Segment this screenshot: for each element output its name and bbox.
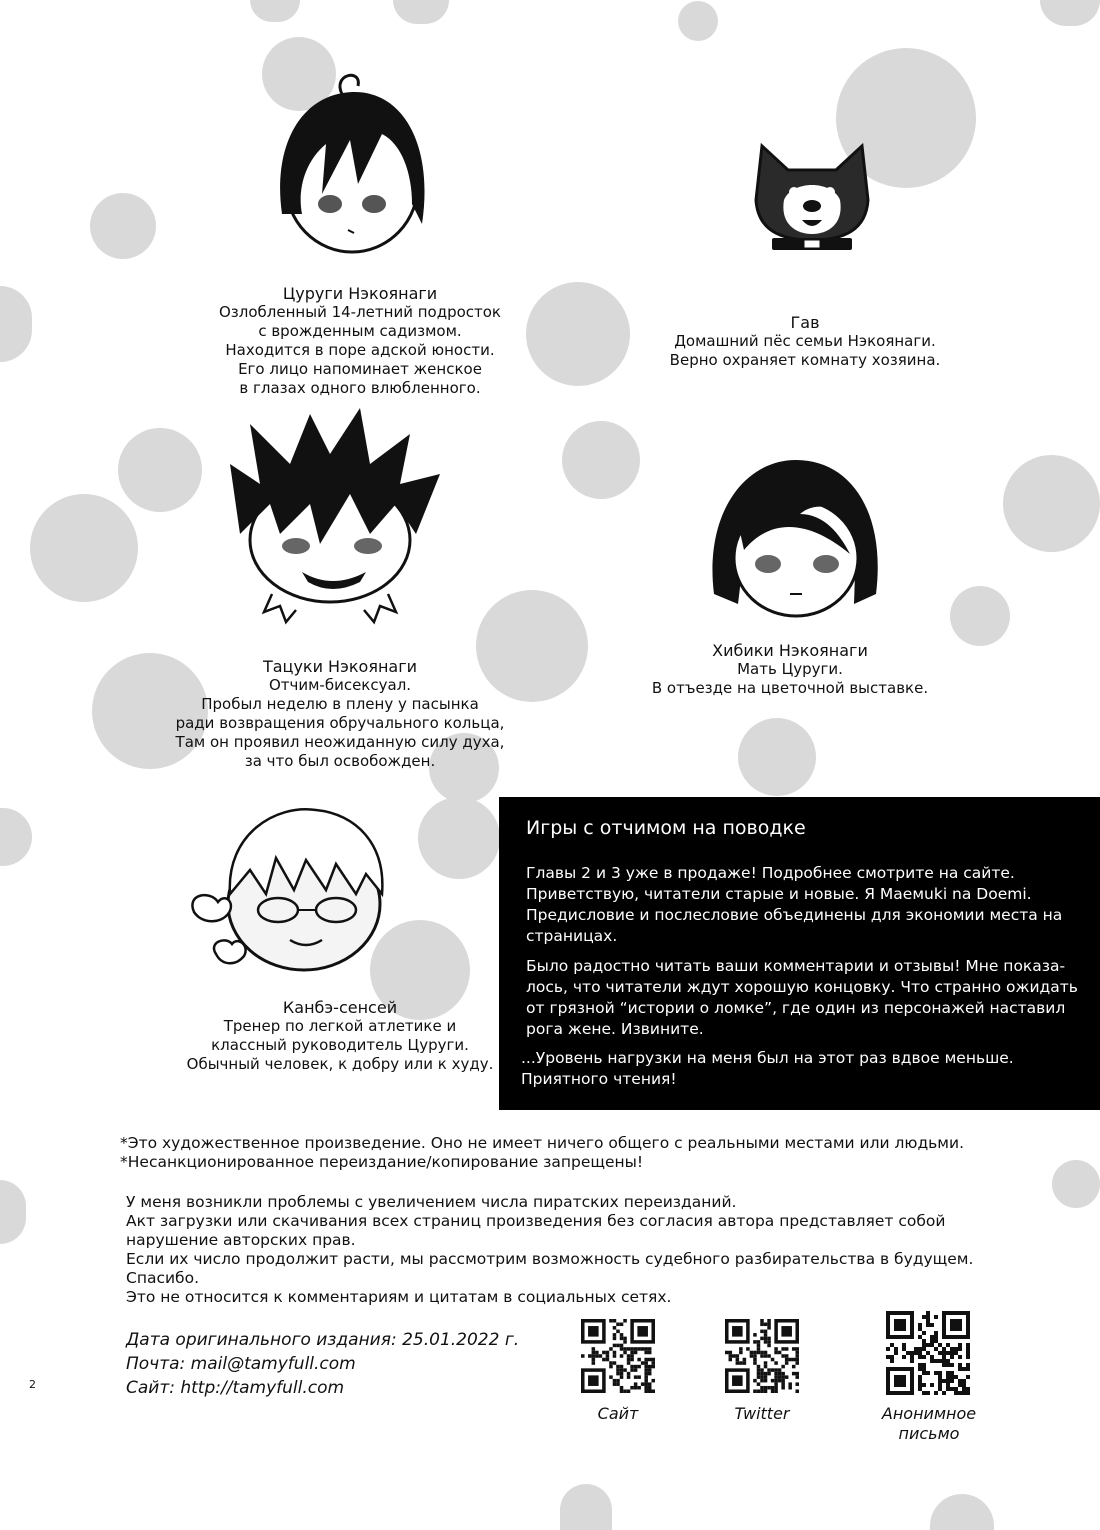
afterword-line: Предисловие и послесловие объединены для экономии места на — [526, 906, 1063, 924]
tsurugi-portrait — [262, 64, 438, 264]
disclaimer-line: *Это художественное произведение. Оно не имеет ничего общего с реальными местами или людьми. — [120, 1134, 964, 1152]
contact-mail[interactable]: Почта: mail@tamyfull.com — [126, 1354, 356, 1374]
afterword-line: Главы 2 и 3 уже в продаже! Подробнее смотрите на сайте. — [526, 864, 1015, 882]
disclaimer-line: *Несанкционированное переиздание/копирование запрещены! — [120, 1153, 644, 1171]
afterword-title: Игры с отчимом на поводке — [526, 817, 806, 839]
afterword-line: от грязной “истории о ломке”, где один из персонажей наставил — [526, 999, 1066, 1017]
afterword-line: ...Уровень нагрузки на меня был на этот раз вдвое меньше. — [521, 1049, 1014, 1067]
polka-dot — [738, 718, 816, 796]
character-desc-line: Его лицо напоминает женское — [238, 360, 482, 378]
polka-dot — [250, 0, 300, 22]
polka-dot — [930, 1494, 994, 1530]
afterword-line: Приятного чтения! — [521, 1070, 677, 1088]
piracy-notice — [126, 1193, 973, 1307]
afterword-line: лось, что читатели ждут хорошую концовку. Что странно ожидать — [526, 978, 1078, 996]
character-desc-line: в глазах одного влюбленного. — [239, 379, 481, 397]
afterword-line: Было радостно читать ваши комментарии и отзывы! Мне показа- — [526, 957, 1066, 975]
contact-site[interactable]: Сайт: http://tamyfull.com — [126, 1378, 345, 1398]
character-desc-line: с врожденным садизмом. — [258, 322, 462, 340]
character-desc-line: Тренер по легкой атлетике и — [223, 1017, 457, 1035]
polka-dot — [1040, 0, 1100, 26]
polka-dot — [0, 1180, 26, 1244]
polka-dot — [950, 586, 1010, 646]
character-desc-line: ради возвращения обручального кольца, — [175, 714, 505, 732]
disclaimer-block — [120, 1134, 964, 1172]
polka-dot — [678, 1, 718, 41]
character-desc-line: Мать Цуруги. — [737, 660, 843, 678]
notice-line: У меня возникли проблемы с увеличением числа пиратских переизданий. — [126, 1193, 737, 1211]
character-desc-line: Домашний пёс семьи Нэкоянаги. — [674, 332, 936, 350]
afterword-paragraph — [526, 956, 1078, 1040]
kanbe-caption — [170, 998, 510, 1074]
qr-pattern — [886, 1311, 970, 1395]
character-desc-line: за что был освобожден. — [244, 752, 436, 770]
tatsuki-portrait — [220, 404, 450, 640]
notice-line: Спасибо. — [126, 1269, 200, 1287]
polka-dot — [560, 1484, 612, 1530]
afterword-line: Приветствую, читатели старые и новые. Я Маемuki na Doemi. — [526, 885, 1032, 903]
polka-dot — [1003, 455, 1100, 552]
character-desc-line: Отчим-бисексуал. — [268, 676, 412, 694]
afterword-paragraph — [526, 863, 1062, 947]
publication-date: Дата оригинального издания: 25.01.2022 г. — [126, 1330, 520, 1350]
polka-dot — [0, 808, 32, 866]
polka-dot — [90, 193, 156, 259]
polka-dot — [418, 797, 500, 879]
qr-code-anonymous[interactable] — [886, 1311, 970, 1395]
polka-dot — [118, 428, 202, 512]
character-name: Тацуки Нэкоянаги — [262, 657, 418, 676]
notice-line: нарушение авторских прав. — [126, 1231, 356, 1249]
afterword-box — [499, 797, 1100, 1110]
qr-pattern — [725, 1319, 799, 1393]
character-desc-line: Верно охраняет комнату хозяина. — [669, 351, 941, 369]
character-desc-line: Там он проявил неожиданную силу духа, — [175, 733, 505, 751]
qr-label-anonymous: Анонимное письмо — [881, 1404, 977, 1443]
qr-pattern — [581, 1319, 655, 1393]
character-name: Гав — [790, 313, 820, 332]
character-desc-line: Обычный человек, к добру или к худу. — [186, 1055, 494, 1073]
notice-line: Акт загрузки или скачивания всех страниц произведения без согласия автора представляет собой — [126, 1212, 946, 1230]
polka-dot — [0, 286, 32, 362]
character-name: Хибики Нэкоянаги — [712, 641, 868, 660]
character-desc-line: Пробыл неделю в плену у пасынка — [201, 695, 479, 713]
hibiki-portrait — [704, 454, 884, 620]
character-desc-line: классный руководитель Цуруги. — [211, 1036, 469, 1054]
afterword-line: страницах. — [526, 927, 618, 945]
gav-portrait — [748, 140, 876, 252]
character-desc-line: Озлобленный 14-летний подросток — [219, 303, 501, 321]
tsurugi-caption — [200, 284, 520, 398]
polka-dot — [562, 421, 640, 499]
afterword-paragraph — [521, 1048, 1014, 1090]
character-name: Цуруги Нэкоянаги — [282, 284, 438, 303]
afterword-line: рога жене. Извините. — [526, 1020, 704, 1038]
character-desc-line: Находится в поре адской юности. — [225, 341, 495, 359]
page-number: 2 — [29, 1378, 36, 1391]
polka-dot — [1052, 1160, 1100, 1208]
character-desc-line: В отъезде на цветочной выставке. — [651, 679, 929, 697]
qr-code-twitter[interactable] — [725, 1319, 799, 1393]
notice-line: Если их число продолжит расти, мы рассмотрим возможность судебного разбирательства в будущем. — [126, 1250, 974, 1268]
gav-caption — [640, 313, 970, 370]
publication-info — [126, 1328, 519, 1400]
qr-code-site[interactable] — [581, 1319, 655, 1393]
notice-line: Это не относится к комментариям и цитатам в социальных сетях. — [126, 1288, 672, 1306]
qr-label-twitter: Twitter — [734, 1404, 790, 1423]
kanbe-portrait — [186, 794, 392, 990]
polka-dot — [30, 494, 138, 602]
hibiki-caption — [630, 641, 950, 698]
polka-dot — [393, 0, 449, 24]
tatsuki-caption — [170, 657, 510, 771]
character-name: Канбэ-сенсей — [282, 998, 398, 1017]
qr-label-site: Сайт — [597, 1404, 639, 1423]
polka-dot — [526, 282, 630, 386]
